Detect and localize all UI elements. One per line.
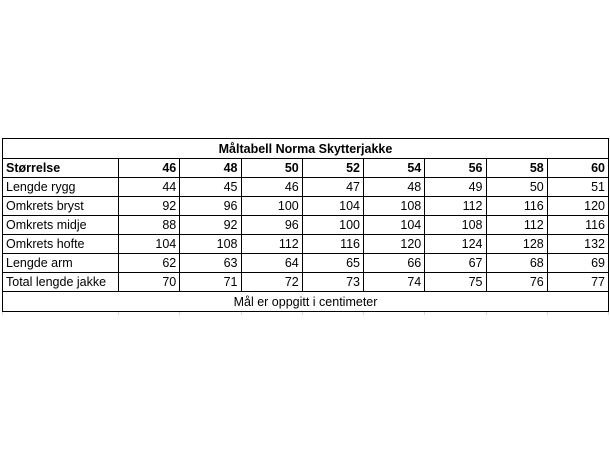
table-cell: 48 [364,178,425,197]
empty-cell [486,312,547,316]
title-row [3,139,609,159]
table-cell: 67 [425,254,486,273]
table-row [3,178,609,197]
size-header: 60 [547,159,608,178]
table-cell: 45 [180,178,241,197]
table-cell: 116 [547,216,608,235]
table-cell: 66 [364,254,425,273]
size-header: 48 [180,159,241,178]
table-cell: 100 [302,216,363,235]
row-label: Lengde arm [3,254,119,273]
table-cell: 112 [241,235,302,254]
table-cell: 92 [180,216,241,235]
table-cell: 62 [119,254,180,273]
table-cell: 132 [547,235,608,254]
size-header: 56 [425,159,486,178]
table-cell: 92 [119,197,180,216]
table-cell: 47 [302,178,363,197]
table-cell: 120 [364,235,425,254]
table-cell: 50 [486,178,547,197]
table-cell: 70 [119,273,180,292]
table-cell: 112 [486,216,547,235]
table-cell: 51 [547,178,608,197]
empty-cell [119,312,180,316]
table-cell: 63 [180,254,241,273]
size-header: 46 [119,159,180,178]
table-cell: 75 [425,273,486,292]
footer-row [3,292,609,312]
table-cell: 104 [302,197,363,216]
table-cell: 74 [364,273,425,292]
size-header: 50 [241,159,302,178]
table-cell: 100 [241,197,302,216]
table-cell: 96 [241,216,302,235]
header-label: Størrelse [3,159,119,178]
table-cell: 64 [241,254,302,273]
gridline-trailer [3,312,609,316]
table-cell: 44 [119,178,180,197]
row-label: Lengde rygg [3,178,119,197]
empty-cell [241,312,302,316]
table-cell: 76 [486,273,547,292]
row-label: Omkrets midje [3,216,119,235]
table-cell: 49 [425,178,486,197]
table-cell: 112 [425,197,486,216]
table-cell: 104 [364,216,425,235]
row-label: Omkrets bryst [3,197,119,216]
table-cell: 116 [486,197,547,216]
table-cell: 77 [547,273,608,292]
table-cell: 116 [302,235,363,254]
table-cell: 73 [302,273,363,292]
empty-cell [547,312,608,316]
table-cell: 68 [486,254,547,273]
empty-cell [180,312,241,316]
table-cell: 124 [425,235,486,254]
row-label: Omkrets hofte [3,235,119,254]
size-table [2,138,609,315]
empty-cell [364,312,425,316]
row-label: Total lengde jakke [3,273,119,292]
size-header: 58 [486,159,547,178]
table-cell: 108 [180,235,241,254]
table-cell: 71 [180,273,241,292]
footer-note: Mål er oppgitt i centimeter [3,292,609,312]
table-cell: 128 [486,235,547,254]
table-cell: 46 [241,178,302,197]
header-row [3,159,609,178]
table-row [3,254,609,273]
table-cell: 104 [119,235,180,254]
table-cell: 88 [119,216,180,235]
table-cell: 120 [547,197,608,216]
table-row [3,235,609,254]
table-cell: 96 [180,197,241,216]
table-cell: 69 [547,254,608,273]
table-title: Måltabell Norma Skytterjakke [3,139,609,159]
table-row [3,197,609,216]
empty-cell [3,312,119,316]
size-chart [2,138,608,315]
table-cell: 108 [425,216,486,235]
table-cell: 72 [241,273,302,292]
size-header: 52 [302,159,363,178]
empty-cell [425,312,486,316]
table-row [3,273,609,292]
table-row [3,216,609,235]
table-cell: 108 [364,197,425,216]
empty-cell [302,312,363,316]
size-header: 54 [364,159,425,178]
table-cell: 65 [302,254,363,273]
